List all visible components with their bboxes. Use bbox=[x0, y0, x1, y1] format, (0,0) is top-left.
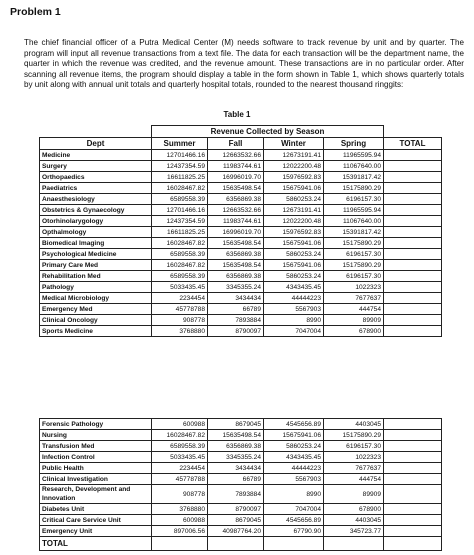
value-cell: 8679045 bbox=[208, 515, 264, 526]
total-cell bbox=[384, 515, 442, 526]
value-cell: 3434434 bbox=[208, 293, 264, 304]
table-row bbox=[40, 238, 442, 249]
col-header-winter: Winter bbox=[264, 138, 324, 150]
revenue-table bbox=[39, 125, 442, 337]
total-cell bbox=[384, 485, 442, 504]
total-cell bbox=[384, 150, 442, 161]
value-cell: 2234454 bbox=[152, 293, 208, 304]
value-cell: 6196157.30 bbox=[324, 271, 384, 282]
value-cell: 44444223 bbox=[264, 293, 324, 304]
table-row bbox=[40, 216, 442, 227]
value-cell: 7047004 bbox=[264, 504, 324, 515]
value-cell: 11983744.61 bbox=[208, 216, 264, 227]
dept-cell: Clinical Investigation bbox=[40, 474, 152, 485]
value-cell: 12663532.66 bbox=[208, 150, 264, 161]
table-caption: Table 1 bbox=[223, 110, 251, 119]
total-cell bbox=[384, 430, 442, 441]
value-cell: 3434434 bbox=[208, 463, 264, 474]
value-cell: 6196157.30 bbox=[324, 194, 384, 205]
value-cell: 4343435.45 bbox=[264, 282, 324, 293]
table-corner-blank-right bbox=[384, 126, 442, 138]
value-cell: 3345355.24 bbox=[208, 282, 264, 293]
total-cell bbox=[384, 526, 442, 537]
total-cell bbox=[384, 260, 442, 271]
group-header: Revenue Collected by Season bbox=[152, 126, 384, 138]
dept-cell: Transfusion Med bbox=[40, 441, 152, 452]
total-cell bbox=[384, 161, 442, 172]
value-cell: 4545656.89 bbox=[264, 515, 324, 526]
revenue-table-continued bbox=[39, 418, 442, 551]
value-cell: 5860253.24 bbox=[264, 249, 324, 260]
total-cell bbox=[264, 537, 324, 551]
value-cell: 16028467.82 bbox=[152, 238, 208, 249]
table-row bbox=[40, 315, 442, 326]
total-cell bbox=[384, 463, 442, 474]
value-cell: 678900 bbox=[324, 326, 384, 337]
total-cell bbox=[384, 172, 442, 183]
table-row bbox=[40, 463, 442, 474]
value-cell: 7047004 bbox=[264, 326, 324, 337]
value-cell: 5567903 bbox=[264, 304, 324, 315]
value-cell: 7893884 bbox=[208, 485, 264, 504]
value-cell: 600988 bbox=[152, 515, 208, 526]
value-cell: 15175890.29 bbox=[324, 430, 384, 441]
total-cell bbox=[384, 227, 442, 238]
total-cell bbox=[384, 452, 442, 463]
table-row bbox=[40, 183, 442, 194]
dept-cell: Critical Care Service Unit bbox=[40, 515, 152, 526]
value-cell: 45778788 bbox=[152, 474, 208, 485]
dept-cell: Orthopaedics bbox=[40, 172, 152, 183]
value-cell: 11067640.00 bbox=[324, 216, 384, 227]
total-cell bbox=[208, 537, 264, 551]
value-cell: 15635498.54 bbox=[208, 260, 264, 271]
table-row bbox=[40, 430, 442, 441]
value-cell: 16996019.70 bbox=[208, 227, 264, 238]
total-cell bbox=[384, 293, 442, 304]
value-cell: 3345355.24 bbox=[208, 452, 264, 463]
value-cell: 5860253.24 bbox=[264, 271, 324, 282]
value-cell: 444754 bbox=[324, 474, 384, 485]
table-body bbox=[40, 150, 442, 337]
problem-description: The chief financial officer of a Putra Medical Center (M) needs software to track revenue by unit and by quarter. The program will input all revenue transactions from a text file. The data for each transaction will be the department name, the quarter in which the revenue was credited, and the revenue amount. These transactions are in no particular order. After scanning all revenue items, the program should display a table in the form shown in Table 1, which shows quarterly totals by unit along with annual unit totals and quarterly hospital totals, rounded to the nearest thousand ringgits: bbox=[24, 38, 464, 90]
value-cell: 6589558.39 bbox=[152, 249, 208, 260]
total-cell bbox=[384, 271, 442, 282]
value-cell: 12701466.16 bbox=[152, 150, 208, 161]
value-cell: 6356869.38 bbox=[208, 441, 264, 452]
problem-heading: Problem 1 bbox=[10, 6, 61, 18]
table-row bbox=[40, 504, 442, 515]
total-cell bbox=[324, 537, 384, 551]
value-cell: 678900 bbox=[324, 504, 384, 515]
table-row bbox=[40, 161, 442, 172]
table-row bbox=[40, 304, 442, 315]
dept-cell: Primary Care Med bbox=[40, 260, 152, 271]
table-row bbox=[40, 150, 442, 161]
value-cell: 3768880 bbox=[152, 504, 208, 515]
value-cell: 12673191.41 bbox=[264, 150, 324, 161]
dept-cell: Rehabilitation Med bbox=[40, 271, 152, 282]
value-cell: 15675941.06 bbox=[264, 183, 324, 194]
value-cell: 7677637 bbox=[324, 293, 384, 304]
value-cell: 8990 bbox=[264, 485, 324, 504]
value-cell: 11965595.94 bbox=[324, 205, 384, 216]
dept-cell: Medicine bbox=[40, 150, 152, 161]
dept-cell: Clinical Oncology bbox=[40, 315, 152, 326]
value-cell: 2234454 bbox=[152, 463, 208, 474]
dept-cell: Surgery bbox=[40, 161, 152, 172]
value-cell: 600988 bbox=[152, 419, 208, 430]
dept-cell: Diabetes Unit bbox=[40, 504, 152, 515]
value-cell: 16028467.82 bbox=[152, 430, 208, 441]
dept-cell: Emergency Unit bbox=[40, 526, 152, 537]
value-cell: 12022200.48 bbox=[264, 161, 324, 172]
value-cell: 7893884 bbox=[208, 315, 264, 326]
value-cell: 1022323 bbox=[324, 452, 384, 463]
total-cell bbox=[384, 474, 442, 485]
table-row bbox=[40, 485, 442, 504]
value-cell: 5860253.24 bbox=[264, 441, 324, 452]
value-cell: 16611825.25 bbox=[152, 172, 208, 183]
value-cell: 7677637 bbox=[324, 463, 384, 474]
table-row bbox=[40, 419, 442, 430]
value-cell: 15976592.83 bbox=[264, 172, 324, 183]
value-cell: 8790097 bbox=[208, 326, 264, 337]
total-cell bbox=[384, 537, 442, 551]
value-cell: 16996019.70 bbox=[208, 172, 264, 183]
dept-cell: Research, Development and Innovation bbox=[40, 485, 152, 504]
total-cell bbox=[384, 194, 442, 205]
dept-cell: Otorhinolarygology bbox=[40, 216, 152, 227]
value-cell: 66789 bbox=[208, 474, 264, 485]
value-cell: 6589558.39 bbox=[152, 194, 208, 205]
value-cell: 67790.90 bbox=[264, 526, 324, 537]
dept-cell: Emergency Med bbox=[40, 304, 152, 315]
dept-cell: Nursing bbox=[40, 430, 152, 441]
value-cell: 4403045 bbox=[324, 419, 384, 430]
value-cell: 15175890.29 bbox=[324, 260, 384, 271]
value-cell: 15175890.29 bbox=[324, 238, 384, 249]
value-cell: 6356869.38 bbox=[208, 249, 264, 260]
table-gap bbox=[39, 329, 441, 418]
value-cell: 8679045 bbox=[208, 419, 264, 430]
value-cell: 1022323 bbox=[324, 282, 384, 293]
value-cell: 15635498.54 bbox=[208, 430, 264, 441]
table-row bbox=[40, 249, 442, 260]
table-row bbox=[40, 474, 442, 485]
value-cell: 6356869.38 bbox=[208, 194, 264, 205]
total-cell bbox=[384, 504, 442, 515]
value-cell: 6356869.38 bbox=[208, 271, 264, 282]
table-row bbox=[40, 260, 442, 271]
value-cell: 4343435.45 bbox=[264, 452, 324, 463]
table-row bbox=[40, 227, 442, 238]
dept-cell: Anaesthesiology bbox=[40, 194, 152, 205]
dept-cell: Opthalmology bbox=[40, 227, 152, 238]
value-cell: 16028467.82 bbox=[152, 183, 208, 194]
value-cell: 66789 bbox=[208, 304, 264, 315]
value-cell: 3768880 bbox=[152, 326, 208, 337]
value-cell: 11983744.61 bbox=[208, 161, 264, 172]
value-cell: 15976592.83 bbox=[264, 227, 324, 238]
value-cell: 6196157.30 bbox=[324, 441, 384, 452]
table-row bbox=[40, 194, 442, 205]
col-header-summer: Summer bbox=[152, 138, 208, 150]
value-cell: 11965595.94 bbox=[324, 150, 384, 161]
value-cell: 11067640.00 bbox=[324, 161, 384, 172]
value-cell: 89909 bbox=[324, 485, 384, 504]
col-header-dept: Dept bbox=[40, 138, 152, 150]
value-cell: 5033435.45 bbox=[152, 452, 208, 463]
total-cell bbox=[384, 315, 442, 326]
value-cell: 6196157.30 bbox=[324, 249, 384, 260]
dept-cell: Psychological Medicine bbox=[40, 249, 152, 260]
dept-cell: Pathology bbox=[40, 282, 152, 293]
value-cell: 15635498.54 bbox=[208, 238, 264, 249]
col-header-spring: Spring bbox=[324, 138, 384, 150]
value-cell: 6589558.39 bbox=[152, 441, 208, 452]
table-row bbox=[40, 205, 442, 216]
value-cell: 5860253.24 bbox=[264, 194, 324, 205]
dept-cell: Sports Medicine bbox=[40, 326, 152, 337]
value-cell: 12663532.66 bbox=[208, 205, 264, 216]
dept-cell: Public Health bbox=[40, 463, 152, 474]
total-cell bbox=[384, 249, 442, 260]
total-cell bbox=[384, 282, 442, 293]
table-row bbox=[40, 441, 442, 452]
value-cell: 908778 bbox=[152, 315, 208, 326]
dept-cell: Medical Microbiology bbox=[40, 293, 152, 304]
dept-cell: Biomedical Imaging bbox=[40, 238, 152, 249]
value-cell: 897006.56 bbox=[152, 526, 208, 537]
value-cell: 345723.77 bbox=[324, 526, 384, 537]
table-row bbox=[40, 172, 442, 183]
value-cell: 16028467.82 bbox=[152, 260, 208, 271]
value-cell: 16611825.25 bbox=[152, 227, 208, 238]
total-cell bbox=[384, 304, 442, 315]
dept-cell: Obstetrics & Gynaecology bbox=[40, 205, 152, 216]
dept-cell: Paediatrics bbox=[40, 183, 152, 194]
dept-cell: Forensic Pathology bbox=[40, 419, 152, 430]
value-cell: 12022200.48 bbox=[264, 216, 324, 227]
value-cell: 15675941.06 bbox=[264, 260, 324, 271]
value-cell: 8790097 bbox=[208, 504, 264, 515]
total-cell bbox=[384, 238, 442, 249]
total-cell bbox=[384, 205, 442, 216]
value-cell: 45778788 bbox=[152, 304, 208, 315]
total-cell bbox=[384, 419, 442, 430]
value-cell: 15675941.06 bbox=[264, 238, 324, 249]
table-row bbox=[40, 526, 442, 537]
value-cell: 4403045 bbox=[324, 515, 384, 526]
value-cell: 89909 bbox=[324, 315, 384, 326]
table-row bbox=[40, 515, 442, 526]
total-cell bbox=[384, 216, 442, 227]
value-cell: 444754 bbox=[324, 304, 384, 315]
total-cell bbox=[384, 441, 442, 452]
value-cell: 5567903 bbox=[264, 474, 324, 485]
value-cell: 12673191.41 bbox=[264, 205, 324, 216]
value-cell: 15175890.29 bbox=[324, 183, 384, 194]
col-header-fall: Fall bbox=[208, 138, 264, 150]
total-cell bbox=[152, 537, 208, 551]
value-cell: 8990 bbox=[264, 315, 324, 326]
value-cell: 40987764.20 bbox=[208, 526, 264, 537]
table-row bbox=[40, 271, 442, 282]
value-cell: 12701466.16 bbox=[152, 205, 208, 216]
table-row bbox=[40, 293, 442, 304]
value-cell: 908778 bbox=[152, 485, 208, 504]
value-cell: 15391817.42 bbox=[324, 172, 384, 183]
value-cell: 15391817.42 bbox=[324, 227, 384, 238]
table-row bbox=[40, 452, 442, 463]
value-cell: 44444223 bbox=[264, 463, 324, 474]
table-row bbox=[40, 282, 442, 293]
value-cell: 15635498.54 bbox=[208, 183, 264, 194]
value-cell: 12437354.59 bbox=[152, 216, 208, 227]
value-cell: 5033435.45 bbox=[152, 282, 208, 293]
value-cell: 4545656.89 bbox=[264, 419, 324, 430]
value-cell: 12437354.59 bbox=[152, 161, 208, 172]
total-row-label: TOTAL bbox=[40, 537, 152, 551]
total-cell bbox=[384, 183, 442, 194]
table-body-continued bbox=[40, 419, 442, 537]
value-cell: 6589558.39 bbox=[152, 271, 208, 282]
table-corner-blank bbox=[40, 126, 152, 138]
value-cell: 15675941.06 bbox=[264, 430, 324, 441]
col-header-total: TOTAL bbox=[384, 138, 442, 150]
dept-cell: Infection Control bbox=[40, 452, 152, 463]
